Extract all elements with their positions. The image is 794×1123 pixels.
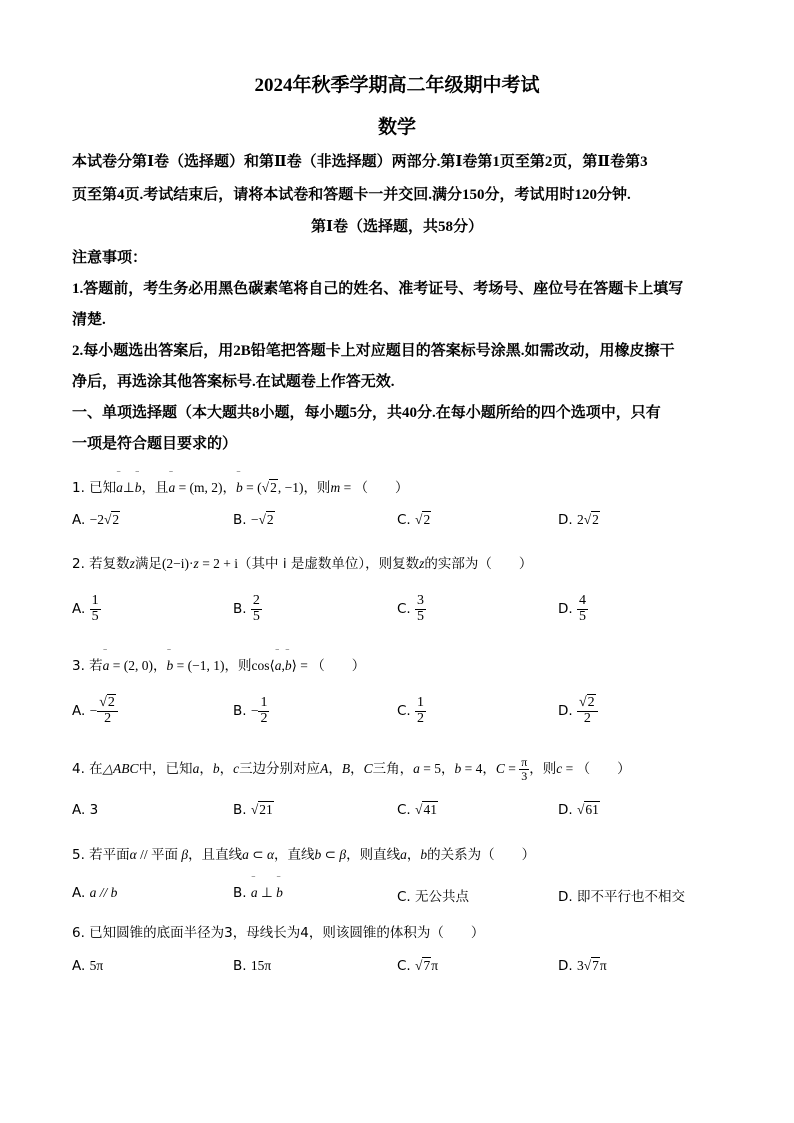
q6-option-b: B. 15π (233, 958, 272, 974)
intro-line-1: 本试卷分第Ⅰ卷（选择题）和第Ⅱ卷（非选择题）两部分.第Ⅰ卷第1页至第2页，第Ⅱ卷第3 (72, 154, 648, 170)
q5-option-a: A. a // b (72, 885, 118, 901)
q4-option-b: B. √21 (233, 802, 273, 818)
question-2: 2. 若复数z满足(2−i)·z = 2 + i（其中 i 是虚数单位），则复数z的实部为（ ） (72, 556, 533, 572)
q4-option-a: A. 3 (72, 802, 99, 818)
q1-option-c: C. √2 (397, 512, 431, 528)
q5-option-d: D. 即不平行也不相交 (558, 889, 685, 905)
q3-option-d: D. $\frac{√2}{2}$ (558, 696, 598, 726)
q4-option-c: C. √41 (397, 802, 437, 818)
section-1-line-1: 一、单项选择题（本大题共8小题，每小题5分，共40分.在每小题所给的四个选项中，只有 (72, 405, 661, 421)
q5-option-c: C. 无公共点 (397, 889, 470, 905)
note-1-line-1: 1.答题前，考生务必用黑色碳素笔将自己的姓名、准考证号、考场号、座位号在答题卡上填写 (72, 281, 684, 297)
note-2-line-1: 2.每小题选出答案后，用2B铅笔把答题卡上对应题目的答案标号涂黑.如需改动，用橡皮擦干 (72, 343, 675, 359)
notes-heading: 注意事项： (72, 250, 148, 266)
note-1-line-2: 清楚. (72, 312, 106, 328)
q1-option-d: D. 2√2 (558, 512, 599, 528)
part1-heading: 第Ⅰ卷（选择题，共58分） (310, 219, 484, 235)
q3-option-a: A. − $\frac{√2}{2}$ (72, 696, 118, 726)
q2-option-a: A. $\frac{1}{5}$ (72, 593, 99, 624)
subject-title: 数学 (377, 117, 416, 138)
question-3: 3. 若‾ a = (2, 0)，‾ b = (−1, 1)，则cos⟨‾ a,‾ b⟩ = （ ） (72, 654, 365, 674)
q3-option-b: B. − $\frac{1}{2}$ (233, 695, 268, 726)
section-1-line-2: 一项是符合题目要求的） (72, 436, 238, 452)
q2-option-c: C. $\frac{3}{5}$ (397, 593, 425, 624)
q4-option-d: D. √61 (558, 802, 599, 818)
q6-option-c: C. √7π (397, 958, 439, 974)
question-1: 1. 已知‾ a⊥‾ b，且‾ a = (m, 2)，‾ b = (√2, −1)，则m = （ ） (72, 476, 409, 496)
q1-option-a: A. −2√2 (72, 512, 120, 528)
question-4: 4. 在△ABC中，已知a，b，c三边分别对应A，B，C三角，a = 5，b = 4，C = $\frac{\pi}{3}$ ，则c = （ ） (72, 755, 631, 783)
exam-title: 2024年秋季学期高二年级期中考试 (254, 75, 540, 96)
q1-option-b: B. −√2 (233, 512, 274, 528)
q2-option-d: D. $\frac{4}{5}$ (558, 593, 586, 624)
question-5: 5. 若平面α // 平面 β，且直线a ⊂ α，直线b ⊂ β，则直线a，b的关系为（ ） (72, 847, 536, 863)
question-6: 6. 已知圆锥的底面半径为3，母线长为4，则该圆锥的体积为（ ） (72, 925, 485, 941)
q6-option-d: D. 3√7π (558, 958, 607, 974)
intro-line-2: 页至第4页.考试结束后，请将本试卷和答题卡一并交回.满分150分，考试用时120分钟. (72, 187, 631, 203)
q3-option-c: C. $\frac{1}{2}$ (397, 695, 425, 726)
q5-option-b: B. ‾ a ⊥ ‾ b (233, 885, 283, 901)
note-2-line-2: 净后，再选涂其他答案标号.在试题卷上作答无效. (72, 374, 395, 390)
q6-option-a: A. 5π (72, 958, 104, 974)
q2-option-b: B. $\frac{2}{5}$ (233, 593, 260, 624)
